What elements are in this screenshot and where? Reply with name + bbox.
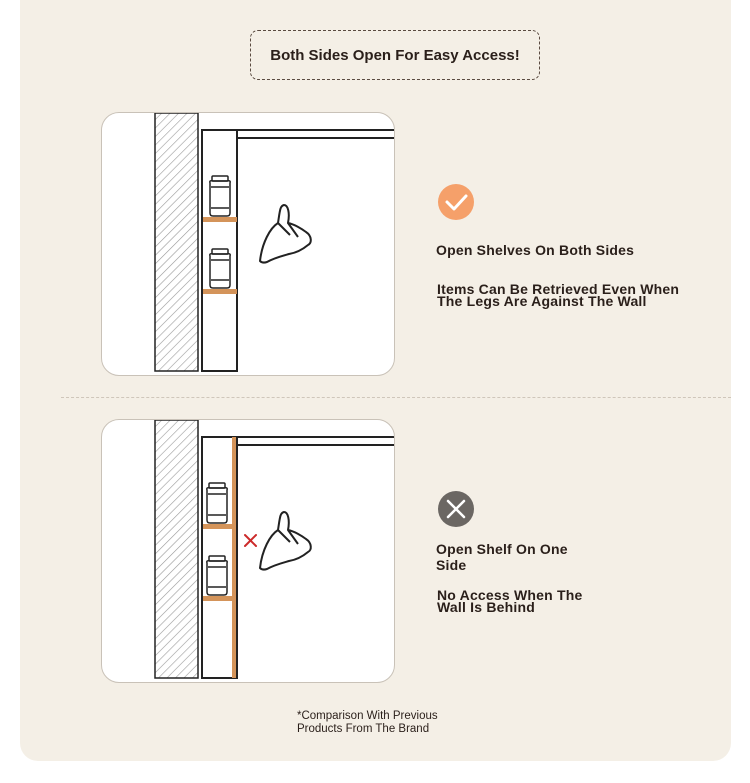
blocked-x-icon [245,535,256,546]
feature-description: Items Can Be Retrieved Even When The Legs Are Against The Wall [437,281,680,309]
illustration-open-both-sides [101,112,395,376]
feature-description: No Access When The Wall Is Behind [437,587,583,615]
section-divider [61,397,731,398]
check-icon [438,184,474,220]
feature-title: Open Shelf On One Side [436,541,568,573]
shelf-diagram-open [102,113,395,376]
hand-icon [260,512,311,570]
shelf-board [203,289,237,294]
shelf-board [203,596,232,601]
shelf-board [203,524,232,529]
product-feature-card [20,0,731,761]
footnote: *Comparison With Previous Products From The Brand [297,710,438,735]
shelf-frame [202,437,237,678]
wall-hatch [155,420,198,678]
shelf-frame [202,130,237,371]
illustration-open-one-side [101,419,395,683]
hand-icon [260,205,311,263]
wall-hatch [155,113,198,371]
cross-icon [438,491,474,527]
shelf-board [203,217,237,222]
shelf-diagram-blocked [102,420,395,683]
headline-banner [250,30,540,80]
feature-title: Open Shelves On Both Sides [436,242,635,258]
headline-text: Both Sides Open For Easy Access! [270,46,520,64]
